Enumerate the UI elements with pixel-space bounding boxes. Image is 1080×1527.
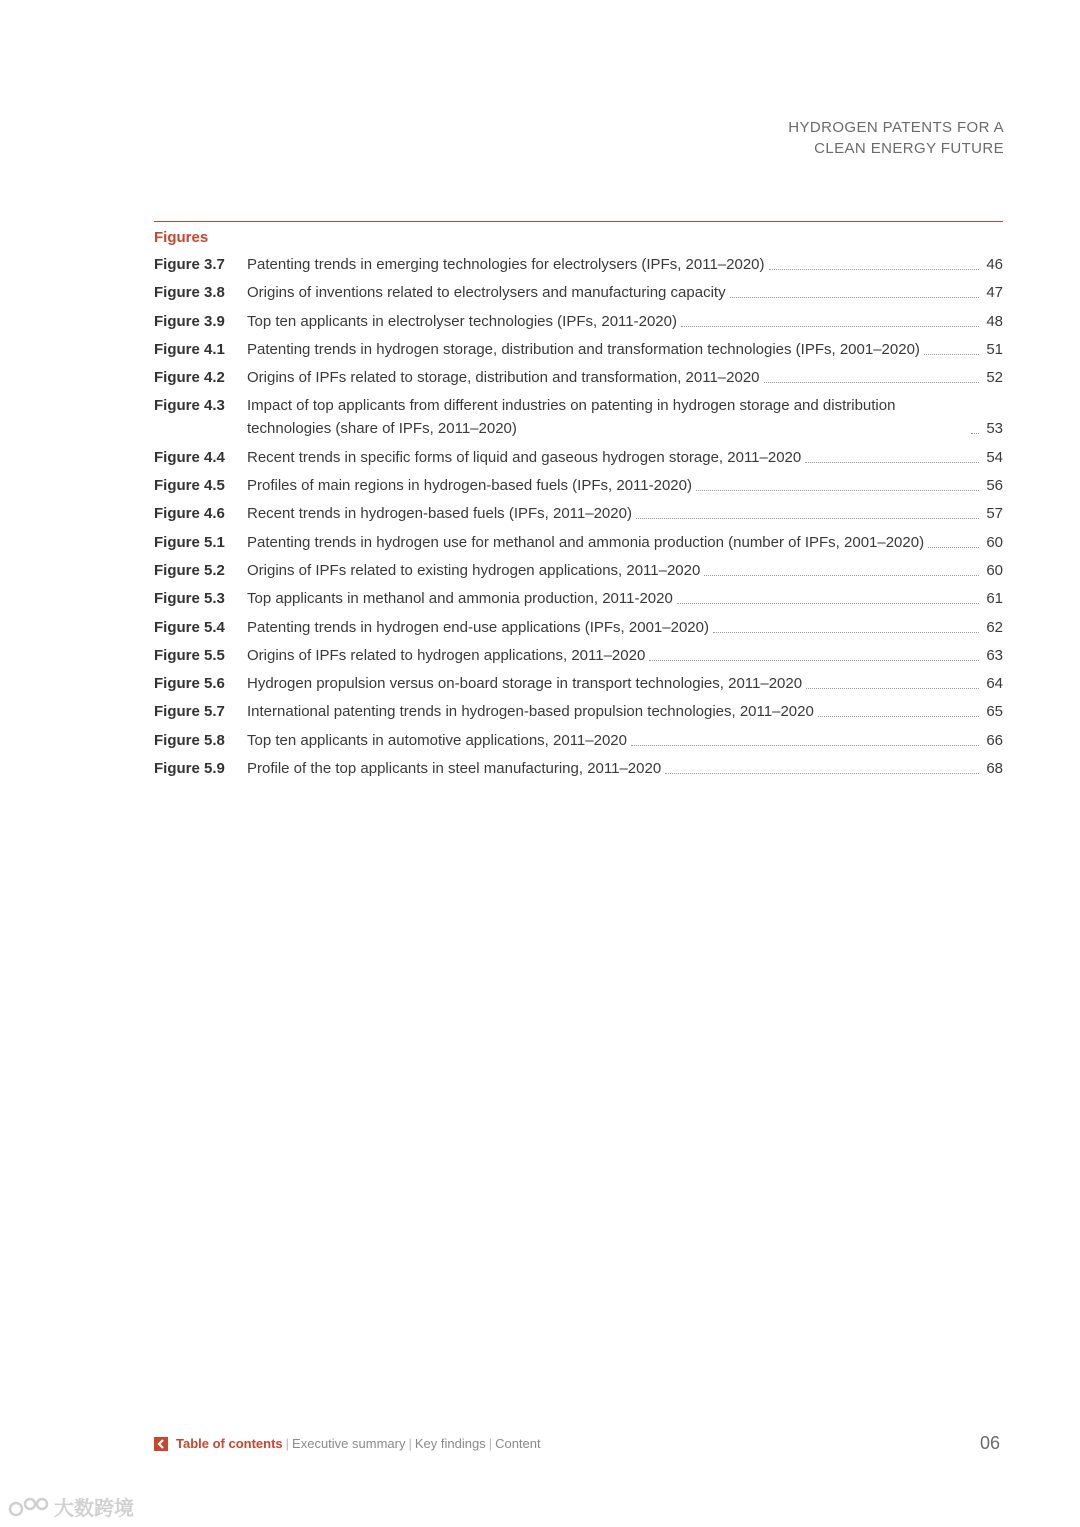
footer-link-content[interactable]: Content (495, 1436, 541, 1451)
toc-entry-label: Figure 3.7 (154, 256, 225, 273)
footer-nav (154, 1436, 541, 1451)
toc-entry-body (247, 281, 1003, 304)
toc-entry-page: 48 (986, 312, 1003, 330)
document-header (788, 117, 1004, 159)
toc-entry[interactable] (154, 366, 1003, 389)
toc-dot-leader (636, 518, 979, 519)
toc-entry[interactable] (154, 729, 1003, 752)
toc-entry[interactable] (154, 531, 1003, 554)
toc-entry-body (247, 338, 1003, 361)
toc-entry-page: 60 (986, 533, 1003, 551)
toc-entry-body (247, 394, 1003, 440)
toc-entry-label: Figure 5.8 (154, 731, 225, 749)
toc-dot-leader (696, 490, 979, 491)
toc-entry-title: Patenting trends in hydrogen storage, distribution and transformation technologies (IPFs, 2001–2020) (247, 340, 920, 358)
toc-entry-title: Profiles of main regions in hydrogen-based fuels (IPFs, 2011-2020) (247, 477, 692, 495)
toc-entry-body (247, 672, 1003, 695)
toc-entry-body (247, 474, 1003, 497)
header-line-1: HYDROGEN PATENTS FOR A (788, 119, 1004, 136)
toc-entry-title: Top ten applicants in automotive applications, 2011–2020 (247, 731, 627, 749)
toc-entry-body (247, 616, 1003, 639)
toc-entry-page: 66 (986, 731, 1003, 749)
toc-entry-page: 53 (986, 420, 1003, 438)
page-number: 06 (979, 1433, 1000, 1453)
toc-entry[interactable] (154, 757, 1003, 780)
figures-list (154, 253, 1003, 785)
toc-entry-title: Impact of top applicants from different industries on patenting in hydrogen storage and distribution technologies (share of IPFs, 2011–2020) (247, 397, 896, 438)
toc-entry-title: Origins of IPFs related to existing hydrogen applications, 2011–2020 (247, 561, 701, 579)
toc-entry[interactable] (154, 253, 1003, 276)
toc-entry-body (247, 559, 1003, 582)
footer-link-table-of-contents[interactable]: Table of contents (176, 1436, 283, 1451)
toc-entry-page: 68 (986, 760, 1003, 778)
footer-separator: | (488, 1436, 493, 1451)
toc-entry-page: 63 (986, 646, 1003, 664)
toc-entry[interactable] (154, 559, 1003, 582)
toc-entry[interactable] (154, 281, 1003, 304)
toc-entry-label: Figure 5.1 (154, 533, 225, 551)
watermark (8, 1492, 134, 1521)
toc-entry-title: Origins of IPFs related to storage, distribution and transformation, 2011–2020 (247, 369, 760, 387)
toc-entry-label: Figure 3.8 (154, 284, 225, 302)
toc-entry-label: Figure 4.4 (154, 448, 225, 466)
toc-entry-title: Top applicants in methanol and ammonia production, 2011-2020 (247, 590, 673, 608)
toc-entry-label: Figure 5.9 (154, 760, 225, 778)
toc-entry-title: Hydrogen propulsion versus on-board storage in transport technologies, 2011–2020 (247, 675, 803, 693)
toc-entry-label: Figure 5.6 (154, 675, 225, 693)
toc-dot-leader (769, 269, 979, 270)
toc-dot-leader (704, 575, 979, 576)
toc-entry-title: International patenting trends in hydrogen-based propulsion technologies, 2011–2020 (247, 703, 814, 721)
toc-entry[interactable] (154, 644, 1003, 667)
logo-icon (8, 1495, 50, 1519)
toc-entry[interactable] (154, 474, 1003, 497)
section-title: Figures (154, 229, 209, 246)
toc-entry-body (247, 587, 1003, 610)
toc-entry-label: Figure 4.5 (154, 477, 225, 495)
toc-entry-label: Figure 5.7 (154, 703, 225, 721)
toc-entry[interactable] (154, 310, 1003, 333)
toc-entry[interactable] (154, 700, 1003, 723)
toc-dot-leader (665, 773, 979, 774)
toc-entry-label: Figure 4.3 (154, 397, 225, 415)
toc-entry-title: Origins of IPFs related to hydrogen applications, 2011–2020 (247, 646, 646, 664)
toc-entry-page: 47 (986, 284, 1003, 302)
toc-entry-page: 62 (986, 618, 1003, 636)
toc-entry[interactable] (154, 587, 1003, 610)
toc-entry-title: Origins of inventions related to electrolysers and manufacturing capacity (247, 284, 726, 302)
toc-entry-page: 61 (986, 590, 1003, 608)
toc-entry-title: Patenting trends in hydrogen use for methanol and ammonia production (number of IPFs, 2001–2020) (247, 533, 925, 551)
toc-entry[interactable] (154, 446, 1003, 469)
watermark-text: 大数跨境 (54, 1498, 134, 1520)
toc-dot-leader (805, 462, 979, 463)
toc-entry-body (247, 310, 1003, 333)
toc-entry-label: Figure 4.2 (154, 369, 225, 387)
footer-separator: | (285, 1436, 290, 1451)
toc-entry-page: 51 (986, 340, 1003, 358)
toc-entry[interactable] (154, 502, 1003, 525)
toc-entry-page: 65 (986, 703, 1003, 721)
toc-dot-leader (631, 745, 979, 746)
toc-dot-leader (681, 326, 979, 327)
toc-entry-body (247, 446, 1003, 469)
footer-link-key-findings[interactable]: Key findings (414, 1436, 486, 1451)
toc-entry-label: Figure 5.4 (154, 618, 225, 636)
toc-entry-body (247, 644, 1003, 667)
toc-entry-page: 54 (986, 448, 1003, 466)
toc-dot-leader (730, 297, 979, 298)
toc-entry-title: Patenting trends in emerging technologies for electrolysers (IPFs, 2011–2020) (247, 256, 765, 273)
toc-entry-page: 60 (986, 561, 1003, 579)
toc-entry-label: Figure 4.1 (154, 340, 225, 358)
toc-entry-title: Recent trends in specific forms of liquid and gaseous hydrogen storage, 2011–2020 (247, 448, 802, 466)
footer-link-executive-summary[interactable]: Executive summary (292, 1436, 406, 1451)
toc-entry-body (247, 253, 1003, 276)
toc-entry-body (247, 531, 1003, 554)
toc-entry-body (247, 757, 1003, 780)
toc-dot-leader (924, 354, 979, 355)
toc-entry-label: Figure 4.6 (154, 505, 225, 523)
toc-dot-leader (764, 382, 979, 383)
toc-dot-leader (928, 547, 979, 548)
toc-entry[interactable] (154, 394, 1003, 440)
toc-dot-leader (677, 603, 979, 604)
toc-entry-label: Figure 5.5 (154, 646, 225, 664)
toc-entry-page: 46 (986, 256, 1003, 273)
chevron-left-icon[interactable] (154, 1437, 168, 1451)
toc-entry-label: Figure 5.2 (154, 561, 225, 579)
toc-entry[interactable] (154, 672, 1003, 695)
toc-entry-label: Figure 5.3 (154, 590, 225, 608)
toc-entry-body (247, 366, 1003, 389)
toc-entry-page: 64 (986, 675, 1003, 693)
toc-dot-leader (649, 660, 979, 661)
toc-entry-label: Figure 3.9 (154, 312, 225, 330)
toc-entry-body (247, 700, 1003, 723)
toc-entry-title: Recent trends in hydrogen-based fuels (IPFs, 2011–2020) (247, 505, 632, 523)
toc-entry[interactable] (154, 338, 1003, 361)
toc-entry-title: Patenting trends in hydrogen end-use applications (IPFs, 2001–2020) (247, 618, 709, 636)
toc-entry[interactable] (154, 616, 1003, 639)
header-line-2: CLEAN ENERGY FUTURE (814, 140, 1004, 157)
toc-entry-page: 56 (986, 477, 1003, 495)
toc-entry-body (247, 502, 1003, 525)
footer-separator: | (408, 1436, 412, 1451)
toc-entry-title: Top ten applicants in electrolyser technologies (IPFs, 2011-2020) (247, 312, 677, 330)
toc-entry-title: Profile of the top applicants in steel manufacturing, 2011–2020 (247, 760, 662, 778)
toc-dot-leader (818, 716, 979, 717)
toc-entry-page: 52 (986, 369, 1003, 387)
toc-dot-leader (713, 632, 979, 633)
toc-entry-body (247, 729, 1003, 752)
toc-entry-page: 57 (986, 505, 1003, 523)
toc-dot-leader (806, 688, 979, 689)
section-divider (154, 221, 1003, 222)
toc-dot-leader (971, 433, 979, 434)
